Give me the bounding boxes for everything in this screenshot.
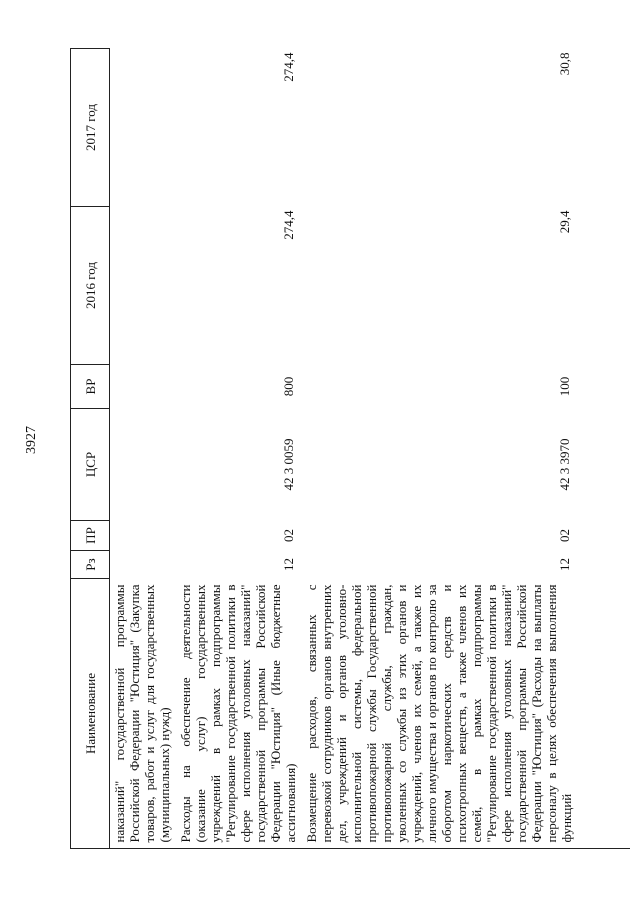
row-pr xyxy=(110,521,177,551)
table-row xyxy=(110,49,177,849)
row-name-text: наказаний" государственной программы Российской Федерации "Юстиция" (Закупка товаров, работ и услуг для государственных (муниципальных) нужд) xyxy=(112,584,172,843)
row-rz: 12 xyxy=(281,558,296,571)
header-2016: 2016 год xyxy=(71,207,110,365)
table-row xyxy=(302,49,578,849)
row-pr: 02 xyxy=(281,529,296,542)
row-vr xyxy=(110,365,177,409)
row-name xyxy=(176,579,302,849)
header-rz: Рз xyxy=(71,551,110,579)
header-name: Наименование xyxy=(71,579,110,849)
row-name-text: Возмещение расходов, связанных с перевозкой сотрудников органов внутренних дел, учреждений и органов уголовно-исполнительной системы, федеральной противопожарной службы Государственной противопожарной службы, граждан, уволенных со службы из этих органов и учреждений, членов их семей, а также их личного имущества и органов по контролю за оборотом наркотических средств и психотропных веществ, а также членов их семей, в рамках подпрограммы "Регулирование государственной политики в сфере исполнения уголовных наказаний" государственной программы Российской Федерации "Юстиция" (Расходы на выплаты персоналу в целях обеспечения выполнения функций xyxy=(304,584,574,843)
row-2017: 274,4 xyxy=(281,52,296,82)
row-vr: 100 xyxy=(557,376,572,397)
row-2016: 274,4 xyxy=(281,210,296,240)
header-vr: ВР xyxy=(71,365,110,409)
header-csr: ЦСР xyxy=(71,409,110,521)
header-2017: 2017 год xyxy=(71,49,110,207)
row-2016 xyxy=(110,207,177,365)
table-left-rule xyxy=(70,848,630,849)
row-csr: 42 3 3970 xyxy=(557,438,572,491)
row-name xyxy=(302,579,578,849)
page-number: 3927 xyxy=(24,426,39,454)
row-pr: 02 xyxy=(557,529,572,542)
row-rz: 12 xyxy=(557,558,572,571)
row-name-text: Расходы на обеспечение деятельности (оказание услуг) государственных учреждений в рамках подпрограммы "Регулирование государственной политики в сфере исполнения уголовных наказаний" государственной программы Российской Федерации "Юстиция" (Иные бюджетные ассигнования) xyxy=(178,584,298,843)
table-header-row xyxy=(71,49,110,849)
row-vr: 800 xyxy=(281,376,296,397)
row-rz xyxy=(110,551,177,579)
budget-table xyxy=(70,48,578,849)
row-2017: 30,8 xyxy=(557,52,572,76)
row-2016: 29,4 xyxy=(557,210,572,234)
table-row xyxy=(176,49,302,849)
row-csr xyxy=(110,409,177,521)
header-pr: ПР xyxy=(71,521,110,551)
row-name xyxy=(110,579,177,849)
row-csr: 42 3 0059 xyxy=(281,438,296,491)
row-2017 xyxy=(110,49,177,207)
